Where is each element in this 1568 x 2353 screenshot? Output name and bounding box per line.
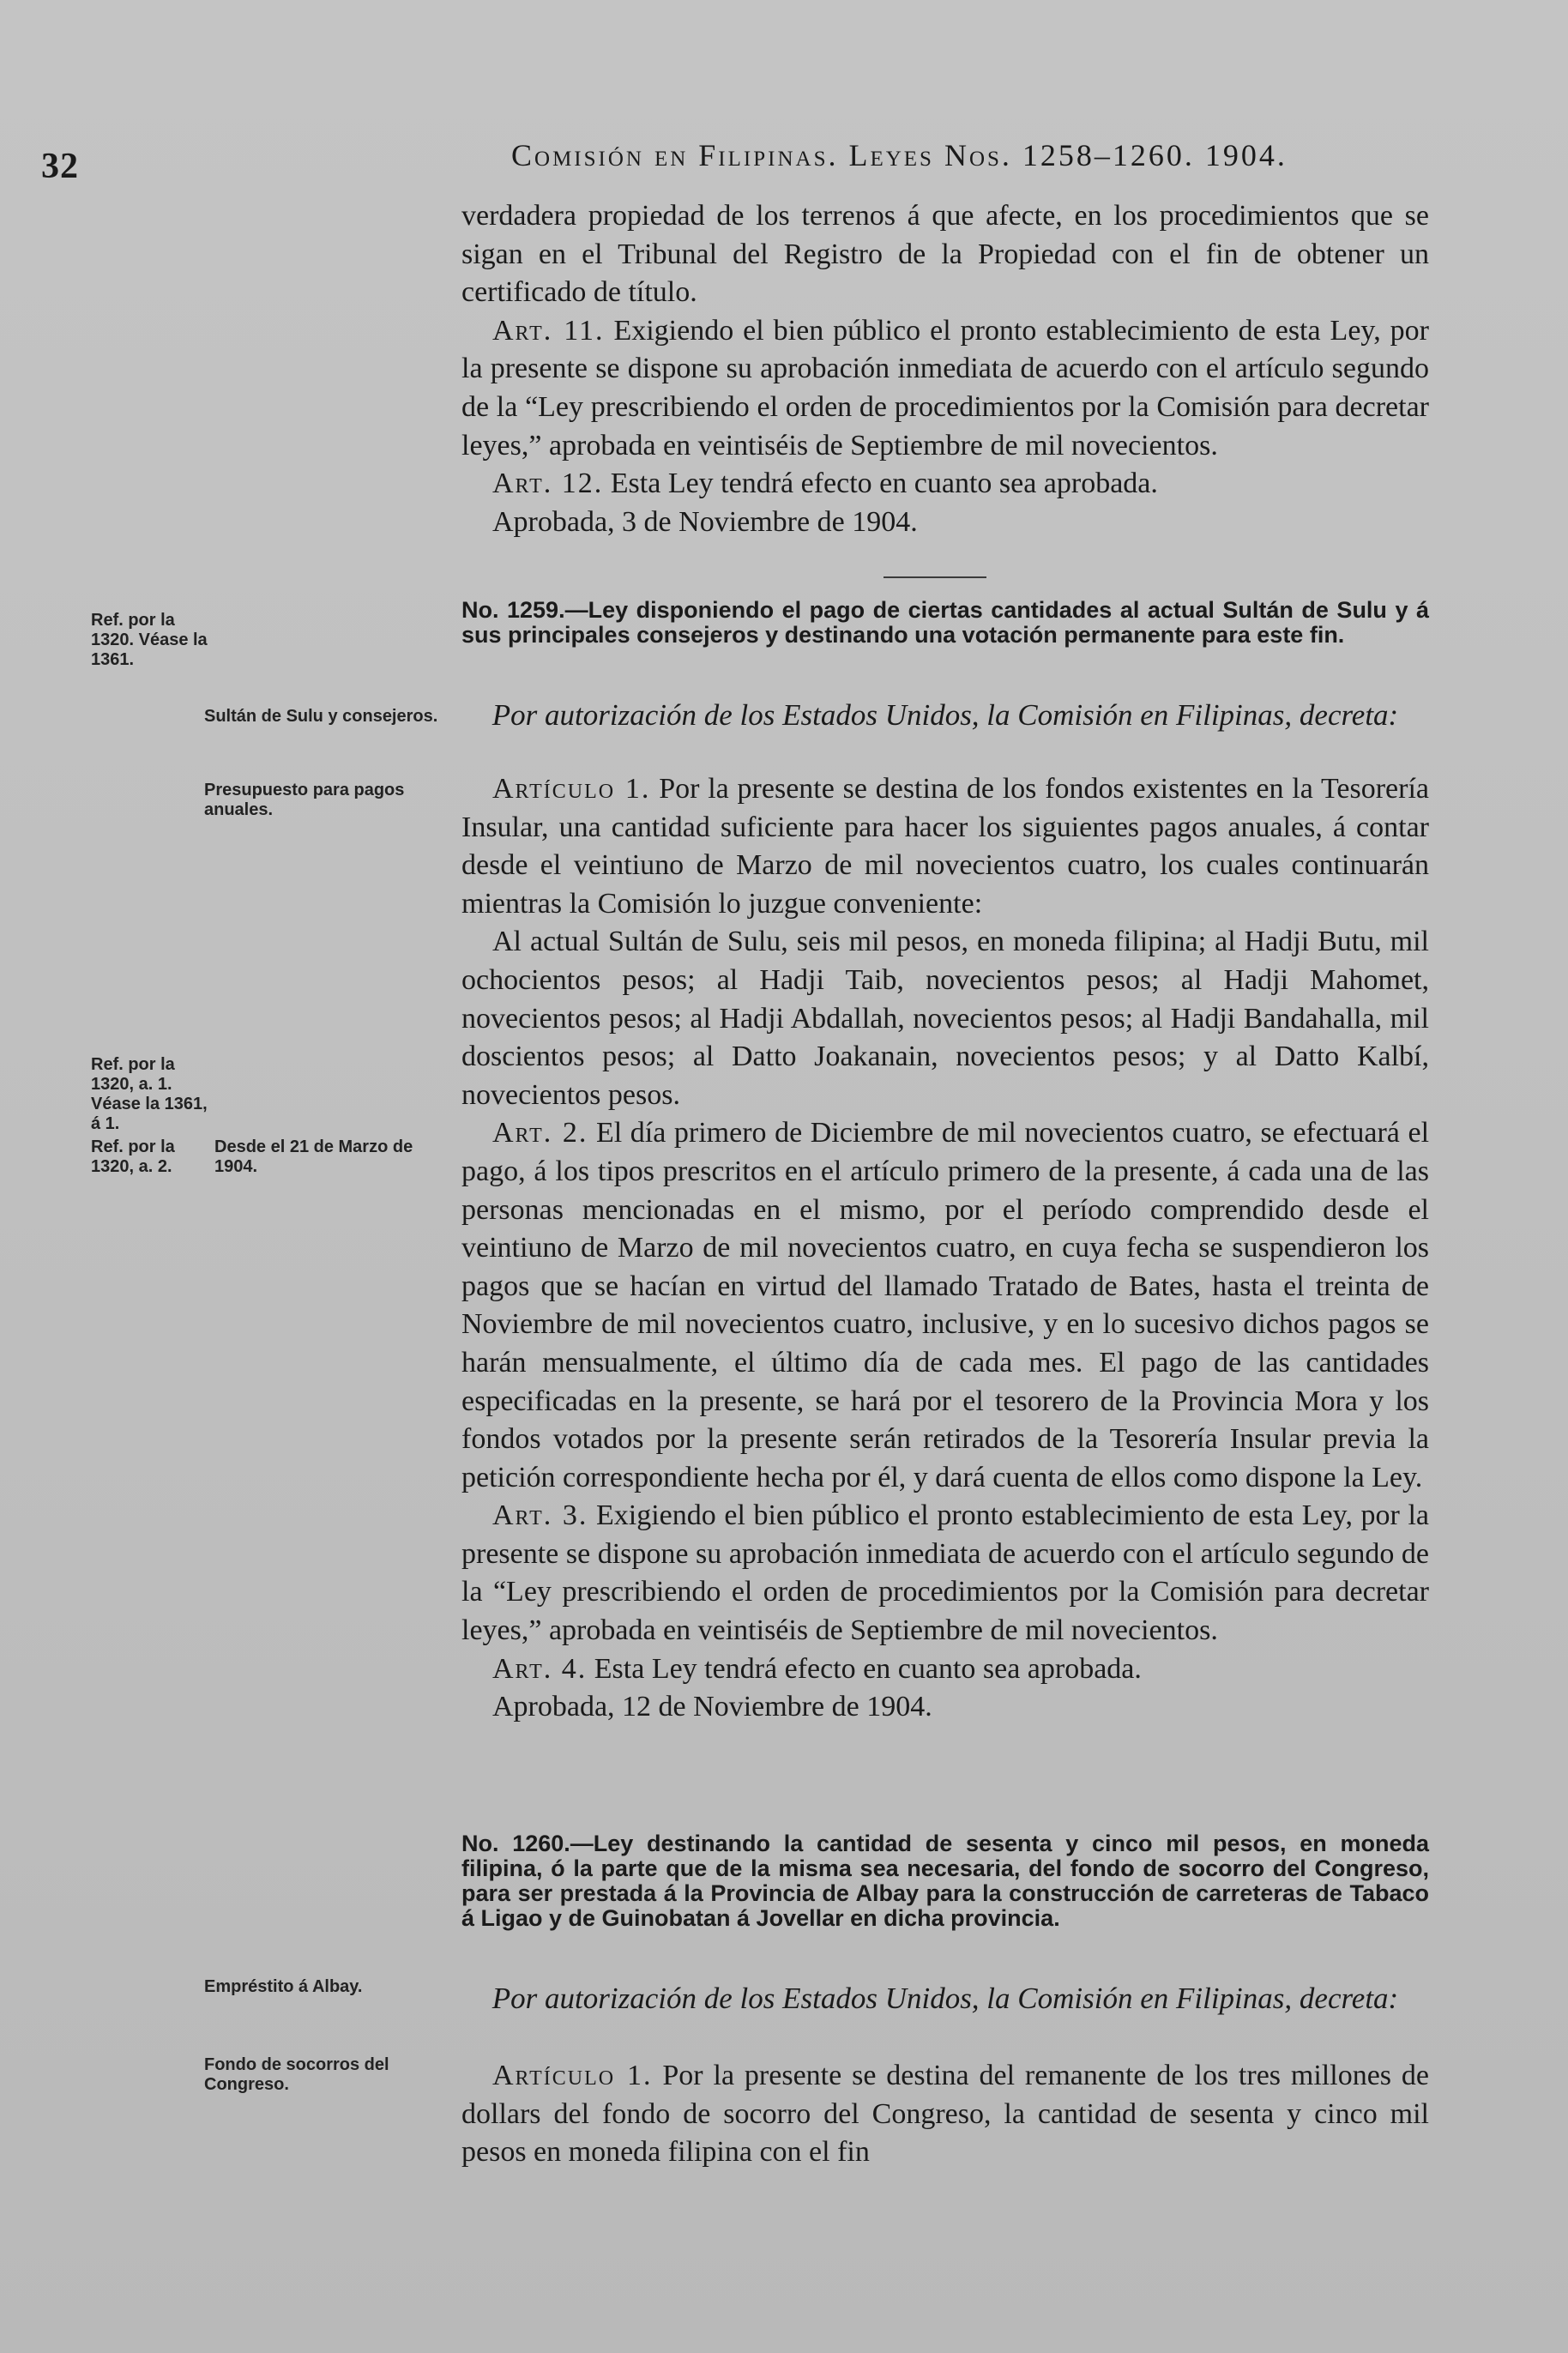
law-1260-heading: No. 1260.—Ley destinando la cantidad de sesenta y cinco mil pesos, en moneda filipina, ó la parte que de la misma sea necesaria, del fondo de socorro del Congreso, para ser prestada á la Provincia de Albay para la construcción de carreteras de Tabaco á Ligao y de Guinobatan á Jovellar en dicha provincia.: [461, 1831, 1429, 1931]
law-1259-article-1-label: Artículo 1.: [492, 773, 651, 805]
law-1259-decree: Por autorización de los Estados Unidos, la Comisión en Filipinas, decreta:: [492, 698, 1399, 732]
law-1259-article-3: [461, 1497, 1429, 1650]
law-1259-body: [461, 770, 1429, 1727]
law-1259-article-2: [461, 1114, 1429, 1497]
margin-note-ref-art2: Ref. por la 1320, a. 2.: [91, 1137, 175, 1176]
continuation-block: [461, 197, 1429, 541]
margin-note-fund: Fondo de socorros del Congreso.: [204, 2055, 389, 2094]
law-1260-article-1-text: Por la presente se destina del remanente de los tres millones de dollars del fondo de socorro del Congreso, la cantidad de sesenta y cinco mil pesos en moneda filipina con el fin: [461, 2060, 1430, 2169]
margin-note-sultan: Sultán de Sulu y consejeros.: [204, 707, 438, 726]
law-1259-article-4-text: Esta Ley tendrá efecto en cuanto sea aprobada.: [594, 1652, 1142, 1685]
continuation-paragraph: verdadera propiedad de los terrenos á que afecte, en los procedimientos que se sigan en el Tribunal del Registro de la Propiedad con el fin de obtener un certificado de título.: [461, 200, 1429, 309]
approval-date: Aprobada, 3 de Noviembre de 1904.: [492, 505, 918, 538]
margin-note-ref-1259: Ref. por la 1320. Véase la 1361.: [91, 611, 208, 669]
law-1259-article-3-label: Art. 3.: [492, 1499, 588, 1532]
page-number: 32: [41, 147, 79, 186]
margin-note-ref-art1: Ref. por la 1320, a. 1. Véase la 1361, á 1.: [91, 1055, 208, 1133]
law-1259-article-1-text: Por la presente se destina de los fondos existentes en la Tesorería Insular, una cantidad suficiente para hacer los siguientes pagos anuales, á contar desde el veintiuno de Marzo de mil novecientos cuatro, los cuales continuarán mientras la Comisión lo juzgue conveniente:: [461, 773, 1429, 920]
article-11-label: Art. 11.: [492, 314, 605, 347]
law-1259-article-3-text: Exigiendo el bien público el pronto establecimiento de esta Ley, por la presente se dispone su aprobación inmediata de acuerdo con el artículo segundo de la “Ley prescribiendo el orden de procedimientos por la Comisión para decretar leyes,” aprobada en veintiséis de Septiembre de mil novecientos.: [461, 1499, 1430, 1647]
law-1259-article-1: [461, 770, 1429, 923]
law-1259-article-4-label: Art. 4.: [492, 1652, 588, 1685]
margin-note-date: Desde el 21 de Marzo de 1904.: [214, 1137, 413, 1176]
article-12-label: Art. 12.: [492, 468, 604, 500]
law-1259-article-4: [461, 1650, 1429, 1689]
law-1260-article-1: [461, 2057, 1429, 2172]
article-11: [461, 312, 1429, 465]
law-1259-article-2-label: Art. 2.: [492, 1117, 588, 1149]
law-1260-decree: Por autorización de los Estados Unidos, la Comisión en Filipinas, decreta:: [492, 1982, 1399, 2015]
margin-note-loan: Empréstito á Albay.: [204, 1977, 363, 1996]
law-1259-heading: No. 1259.—Ley disponiendo el pago de ciertas cantidades al actual Sultán de Sulu y á sus principales consejeros y destinando una votación permanente para este fin.: [461, 597, 1429, 648]
law-1260-article-1-label: Artículo 1.: [492, 2060, 653, 2091]
law-1259-approval-date: Aprobada, 12 de Noviembre de 1904.: [492, 1691, 932, 1723]
section-divider: [884, 576, 986, 578]
article-11-text: Exigiendo el bien público el pronto establecimiento de esta Ley, por la presente se dispone su aprobación inmediata de acuerdo con el artículo segundo de la “Ley prescribiendo el orden de procedimientos por la Comisión para decretar leyes,” aprobada en veintiséis de Septiembre de mil novecientos.: [461, 314, 1429, 462]
law-1260-body: [461, 2057, 1429, 2172]
law-1259-article-2-text: El día primero de Diciembre de mil novecientos cuatro, se efectuará el pago, á los tipos prescritos en el artículo primero de la presente, á cada una de las personas mencionadas en el mismo, por el período comprendido desde el veintiuno de Marzo de mil novecientos cuatro, en cuya fecha se suspendieron los pagos que se hacían en virtud del llamado Tratado de Bates, hasta el treinta de Noviembre de mil novecientos cuatro, inclusive, y en lo sucesivo dichos pagos se harán mensualmente, el último día de cada mes. El pago de las cantidades especificadas en la presente, se hará por el tesorero de la Provincia Mora y los fondos votados por la presente serán retirados de la Tesorería Insular previa la petición correspondiente hecha por él, y dará cuenta de ellos como dispone la Ley.: [461, 1117, 1430, 1493]
margin-note-budget: Presupuesto para pagos anuales.: [204, 781, 405, 819]
article-12-text: Esta Ley tendrá efecto en cuanto sea aprobada.: [610, 468, 1158, 500]
article-12: [461, 465, 1429, 504]
law-1259-article-1-list: Al actual Sultán de Sulu, seis mil pesos, en moneda filipina; al Hadji Butu, mil ochocientos pesos; al Hadji Taib, novecientos pesos; al Hadji Mahomet, novecientos pesos; al Hadji Abdallah, novecientos pesos; al Hadji Bandahalla, mil doscientos pesos; al Datto Joakanain, novecientos pesos; y al Datto Kalbí, novecientos pesos.: [461, 926, 1429, 1111]
running-head: Comisión en Filipinas. Leyes Nos. 1258–1260. 1904.: [511, 138, 1288, 172]
